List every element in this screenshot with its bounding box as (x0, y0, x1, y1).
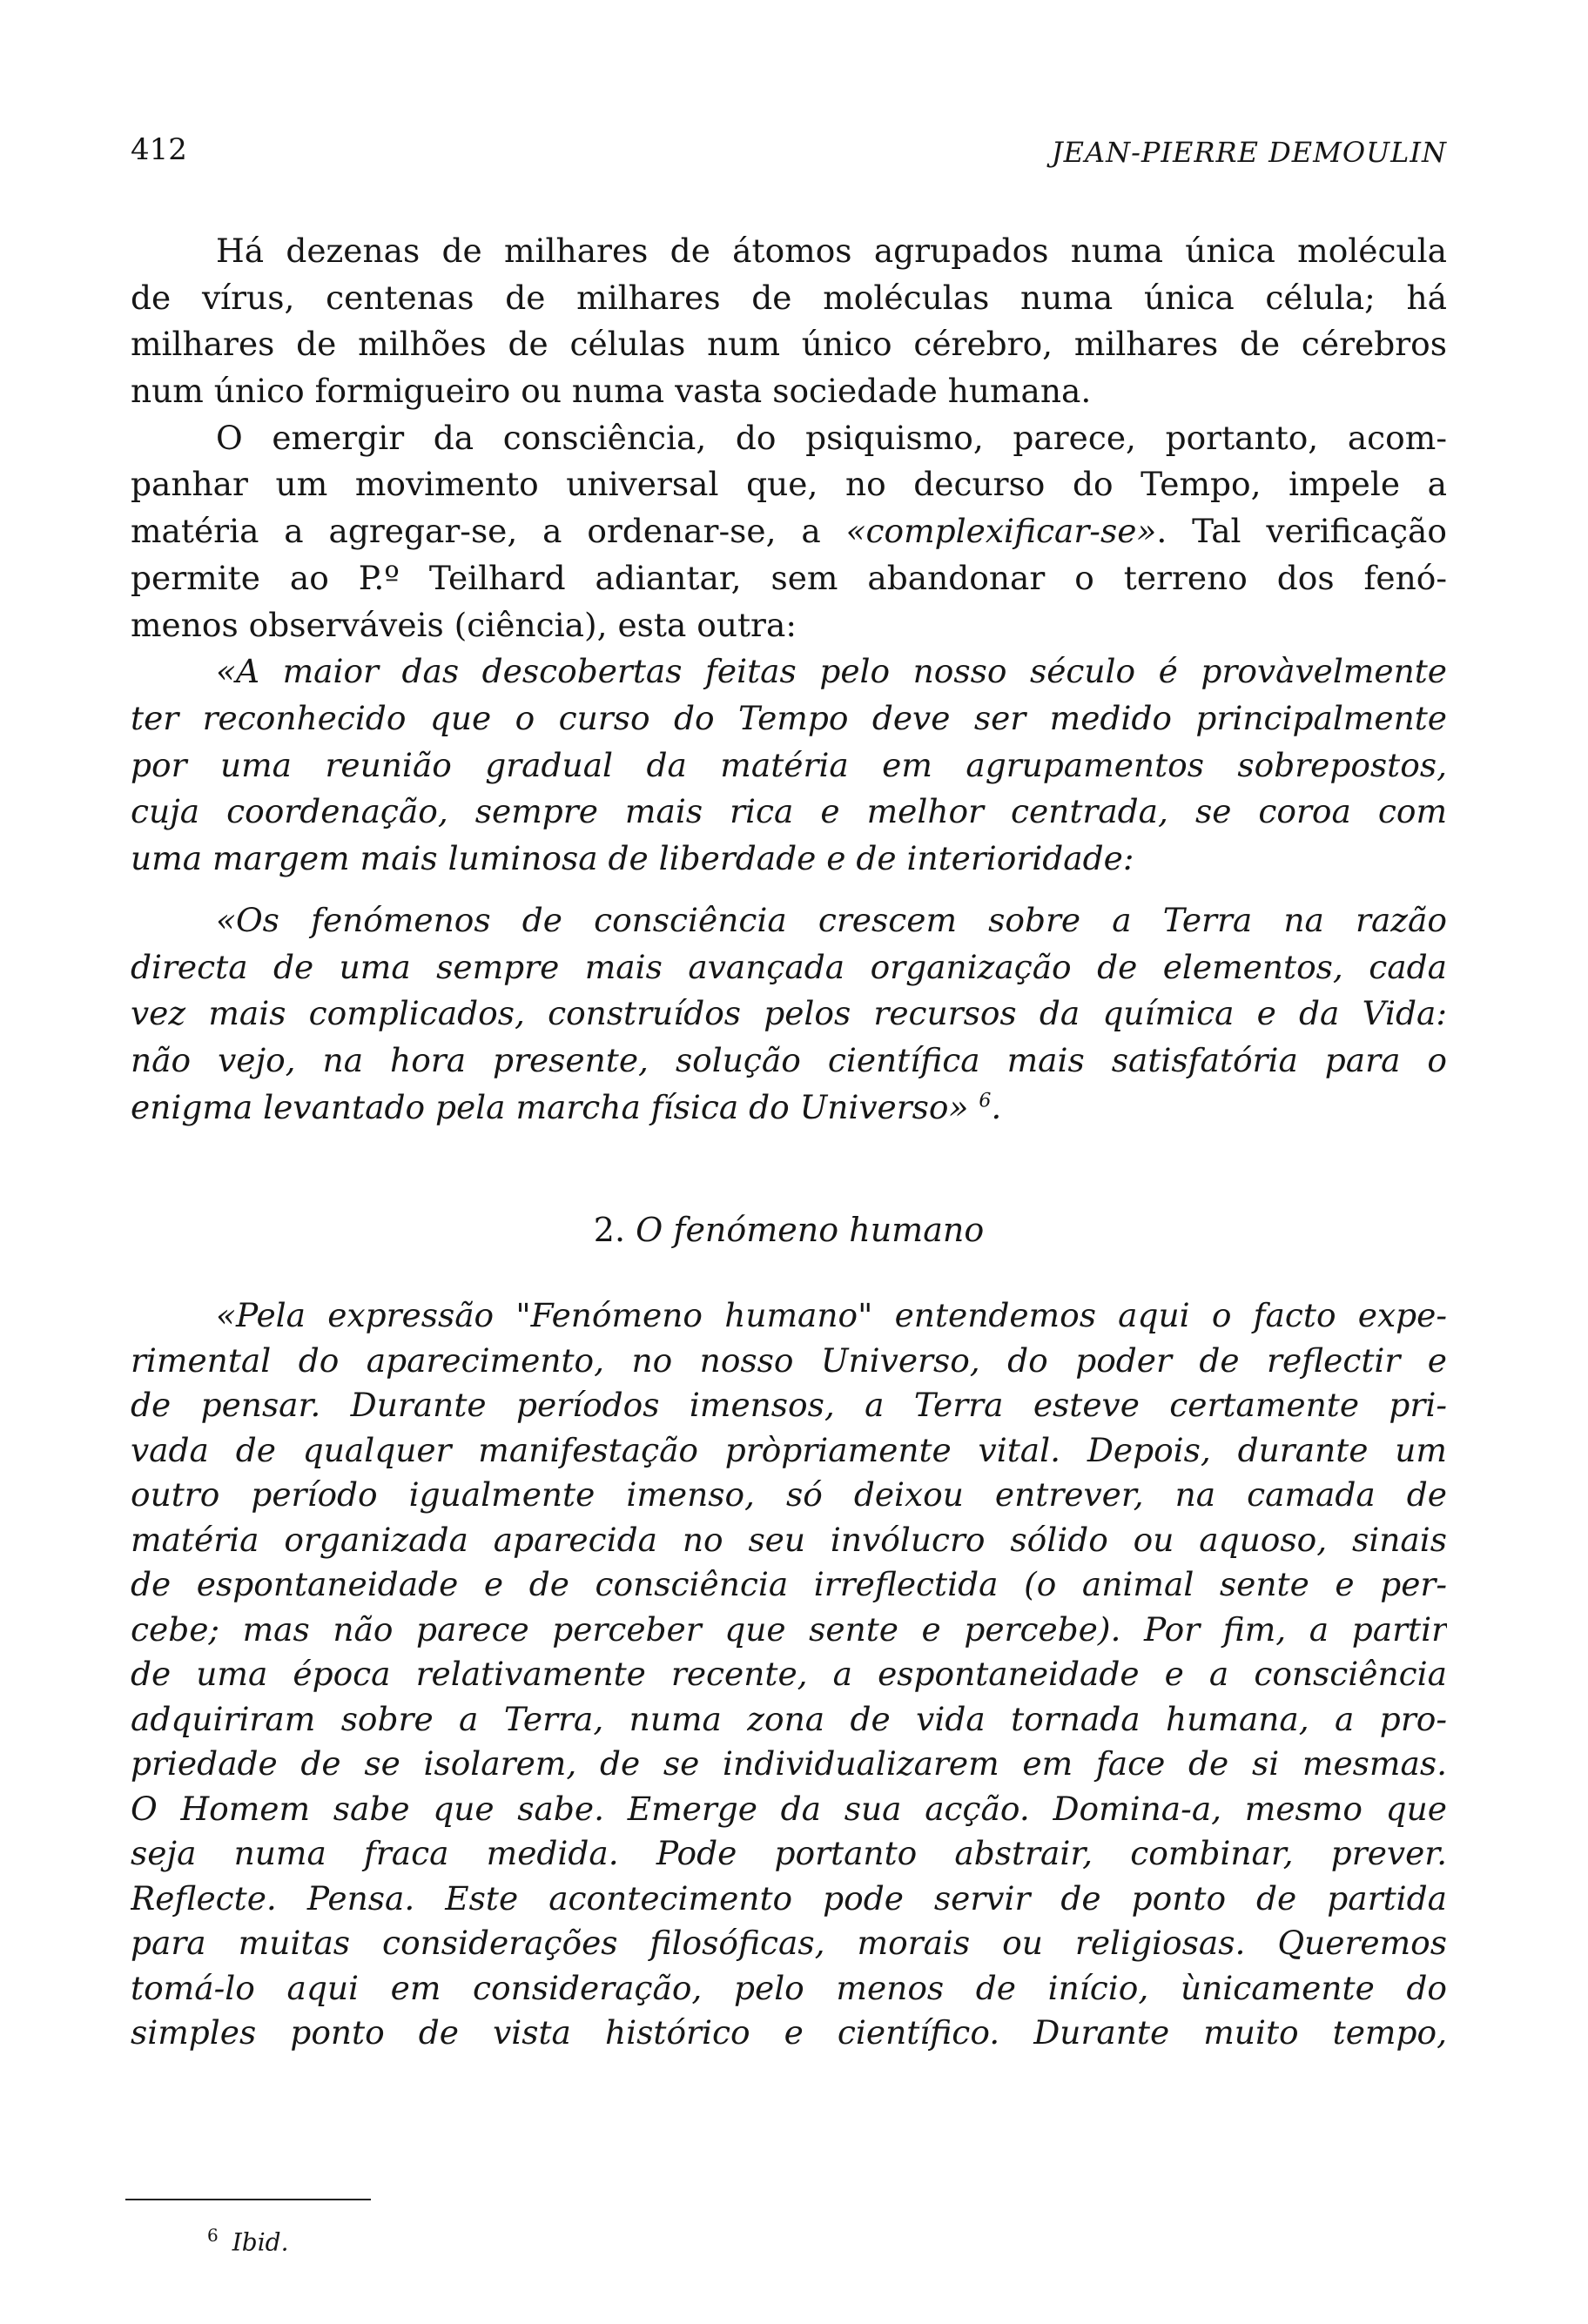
paragraph-line: O emergir da consciência, do psiquismo, parece, portanto, acom- (216, 418, 1447, 457)
text-run: enigma levantado pela marcha física do Universo» (131, 1087, 969, 1126)
paragraph-line: permite ao P.º Teilhard adiantar, sem abandonar o terreno dos fenó- (131, 558, 1447, 597)
quote-line: não vejo, na hora presente, solução científica mais satisfatória para o (131, 1041, 1447, 1080)
main-text-block (131, 228, 1447, 883)
quote-line: de uma época relativamente recente, a espontaneidade e a consciência (131, 1655, 1447, 1693)
quote-line: ter reconhecido que o curso do Tempo deve ser medido principalmente (131, 698, 1447, 737)
quote-line: «Os fenómenos de consciência crescem sobre a Terra na razão (216, 901, 1447, 939)
quote-line: cuja coordenação, sempre mais rica e melhor centrada, se coroa com (131, 792, 1447, 831)
quote-line: «A maior das descobertas feitas pelo nosso século é provàvelmente (216, 652, 1447, 691)
footnote-divider (125, 2199, 371, 2200)
paragraph-line: milhares de milhões de células num único cérebro, milhares de cérebros (131, 325, 1447, 364)
quote-line: cebe; mas não parece perceber que sente e percebe). Por fim, a partir (131, 1609, 1447, 1649)
paragraph-line: num único formigueiro ou numa vasta sociedade humana. (131, 372, 1092, 411)
quote-line: uma margem mais luminosa de liberdade e de interioridade: (131, 838, 1134, 877)
quote-line: para muitas considerações filosóficas, morais ou religiosas. Queremos (131, 1924, 1447, 1962)
quote-line: directa de uma sempre mais avançada organização de elementos, cada (131, 947, 1447, 986)
running-head: JEAN-PIERRE DEMOULIN (1051, 136, 1447, 169)
paragraph-line: menos observáveis (ciência), esta outra: (131, 605, 797, 644)
footnote (207, 2218, 289, 2260)
quote-line: de pensar. Durante períodos imensos, a Terra esteve certamente pri- (131, 1386, 1447, 1424)
quote-block (131, 897, 1447, 1131)
page-number: 412 (131, 132, 187, 167)
quote-line: simples ponto de vista histórico e científico. Durante muito tempo, (131, 2013, 1447, 2052)
quote-line: tomá-lo aqui em consideração, pelo menos de início, ùnicamente do (131, 1968, 1447, 2007)
quote-line (131, 1085, 1447, 1132)
quote-line: vada de qualquer manifestação pròpriamente vital. Depois, durante um (131, 1430, 1447, 1469)
text-run: . (991, 1087, 1002, 1126)
footnote-text: Ibid. (232, 2227, 289, 2257)
quote-line: outro período igualmente imenso, só deixou entrever, na camada de (131, 1475, 1447, 1514)
text-run: . Tal verificação (1156, 512, 1447, 551)
paragraph-line: Há dezenas de milhares de átomos agrupados numa única molécula (216, 232, 1447, 270)
footnote-reference: 6 (979, 1090, 992, 1112)
paragraph-line: panhar um movimento universal que, no decurso do Tempo, impele a (131, 465, 1447, 504)
page-header (131, 132, 1447, 176)
paragraph-line: de vírus, centenas de milhares de moléculas numa única célula; há (131, 278, 1447, 317)
text-run: matéria a agregar-se, a ordenar-se, a (131, 512, 846, 551)
quote-line: «Pela expressão "Fenómeno humano" entendemos aqui o facto expe- (216, 1296, 1447, 1334)
quote-line: priedade de se isolarem, de se individualizarem em face de si mesmas. (131, 1744, 1447, 1783)
quote-line: O Homem sabe que sabe. Emerge da sua acção. Domina-a, mesmo que (131, 1789, 1447, 1828)
quote-line: matéria organizada aparecida no seu invólucro sólido ou aquoso, sinais (131, 1520, 1447, 1559)
quote-line: seja numa fraca medida. Pode portanto abstrair, combinar, prever. (131, 1834, 1447, 1872)
quote-line: vez mais complicados, construídos pelos recursos da química e da Vida: (131, 994, 1447, 1033)
quote-line: de espontaneidade e de consciência irreflectida (o animal sente e per- (131, 1565, 1447, 1603)
quote-line: Reflecte. Pensa. Este acontecimento pode servir de ponto de partida (131, 1878, 1447, 1918)
paragraph-line (131, 508, 1447, 555)
section-number: 2. (593, 1211, 626, 1249)
section-title: O fenómeno humano (636, 1211, 985, 1249)
section-quote-block (131, 1293, 1447, 2056)
section-heading (131, 1206, 1447, 1253)
footnote-number: 6 (207, 2225, 219, 2246)
italic-term: «complexificar-se» (845, 512, 1157, 551)
quote-line: por uma reunião gradual da matéria em agrupamentos sobrepostos, (131, 745, 1447, 784)
quote-line: adquiriram sobre a Terra, numa zona de vida tornada humana, a pro- (131, 1699, 1447, 1738)
quote-line: rimental do aparecimento, no nosso Universo, do poder de reflectir e (131, 1340, 1447, 1380)
